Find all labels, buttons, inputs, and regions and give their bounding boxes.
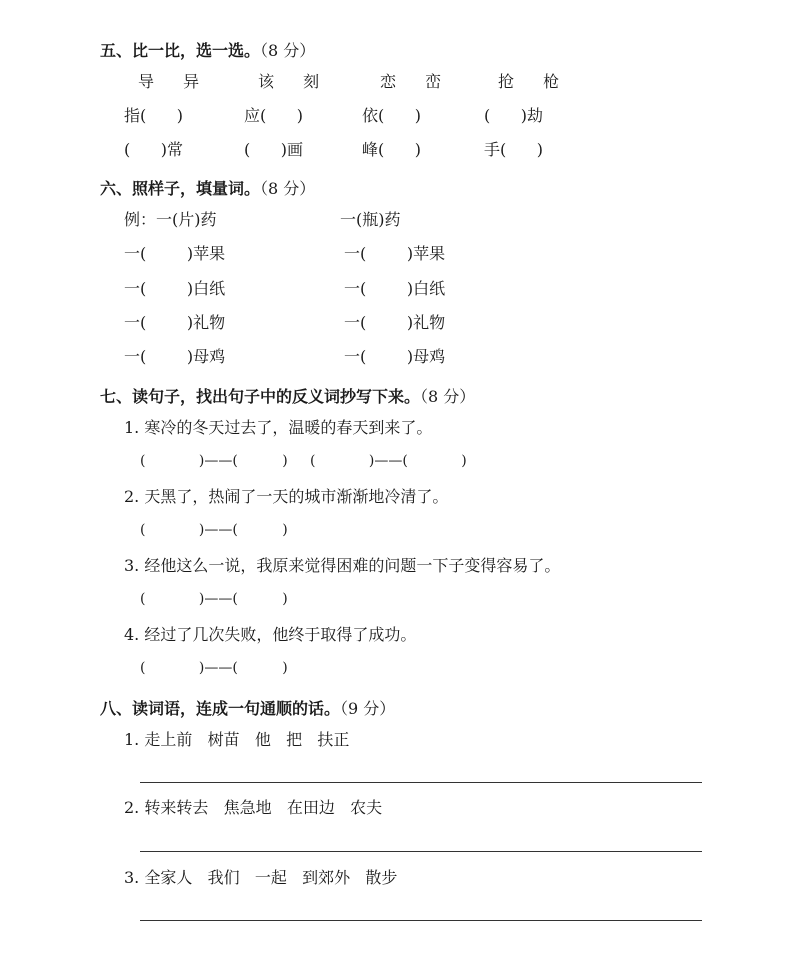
sec6-row-4-right[interactable]: 一( )母鸡 <box>344 347 446 366</box>
sec6-row-1-left[interactable]: 一( )苹果 <box>124 244 226 263</box>
section-6-heading <box>100 176 315 199</box>
sec7-sentence-2: 2. 天黑了，热闹了一天的城市渐渐地冷清了。 <box>124 487 449 506</box>
sec8-item-1: 1. 走上前 树苗 他 把 扶正 <box>124 730 350 749</box>
sec5-pair-3: 恋 峦 <box>380 72 454 91</box>
sec5-blank-2-1[interactable]: ( )常 <box>124 140 184 159</box>
sec7-sentence-3: 3. 经他这么一说，我原来觉得困难的问题一下子变得容易了。 <box>124 556 561 575</box>
sec7-sentence-4: 4. 经过了几次失败，他终于取得了成功。 <box>124 625 417 644</box>
sec7-answer-2[interactable]: ( )——( ) <box>140 522 288 538</box>
sec8-item-2: 2. 转来转去 焦急地 在田边 农夫 <box>124 798 383 817</box>
sec5-pair-4: 抢 枪 <box>498 72 572 91</box>
sec5-blank-2-4[interactable]: 手( ) <box>484 140 544 159</box>
section-7-heading <box>100 384 475 407</box>
section-8-title: 八、读词语，连成一句通顺的话。 <box>100 699 341 718</box>
section-8-heading <box>100 696 395 719</box>
sec6-row-3-left[interactable]: 一( )礼物 <box>124 313 226 332</box>
sec5-blank-1-1[interactable]: 指( ) <box>124 106 184 125</box>
section-5-heading <box>100 38 315 61</box>
sec7-answer-3[interactable]: ( )——( ) <box>140 591 288 607</box>
sec8-answer-line-2[interactable] <box>140 851 702 852</box>
sec5-blank-1-2[interactable]: 应( ) <box>244 106 304 125</box>
section-5-score: （8 分） <box>260 41 316 60</box>
section-7-score: （8 分） <box>420 387 476 406</box>
section-8-score: （9 分） <box>340 699 396 718</box>
sec8-answer-line-3[interactable] <box>140 920 702 921</box>
sec5-blank-2-2[interactable]: ( )画 <box>244 140 304 159</box>
sec7-sentence-1: 1. 寒冷的冬天过去了，温暖的春天到来了。 <box>124 418 433 437</box>
sec5-blank-1-3[interactable]: 依( ) <box>362 106 422 125</box>
sec6-row-2-right[interactable]: 一( )白纸 <box>344 279 446 298</box>
section-6-score: （8 分） <box>260 179 316 198</box>
sec6-row-2-left[interactable]: 一( )白纸 <box>124 279 226 298</box>
sec7-answer-4[interactable]: ( )——( ) <box>140 660 288 676</box>
sec6-row-4-left[interactable]: 一( )母鸡 <box>124 347 226 366</box>
sec5-pair-2: 该 刻 <box>258 72 332 91</box>
sec5-blank-2-3[interactable]: 峰( ) <box>362 140 422 159</box>
sec8-answer-line-1[interactable] <box>140 782 702 783</box>
sec6-row-1-right[interactable]: 一( )苹果 <box>344 244 446 263</box>
section-5-title: 五、比一比，选一选。 <box>100 41 261 60</box>
sec5-pair-1: 导 异 <box>138 72 212 91</box>
sec5-blank-1-4[interactable]: ( )劫 <box>484 106 544 125</box>
sec7-answer-1[interactable]: ( )——( ) ( )——( ) <box>140 453 467 469</box>
sec6-example-right: 一(瓶)药 <box>340 210 401 229</box>
sec6-example-left: 例：一(片)药 <box>124 210 217 229</box>
section-6-title: 六、照样子，填量词。 <box>100 179 261 198</box>
sec6-row-3-right[interactable]: 一( )礼物 <box>344 313 446 332</box>
sec8-item-3: 3. 全家人 我们 一起 到郊外 散步 <box>124 868 398 887</box>
section-7-title: 七、读句子，找出句子中的反义词抄写下来。 <box>100 387 421 406</box>
